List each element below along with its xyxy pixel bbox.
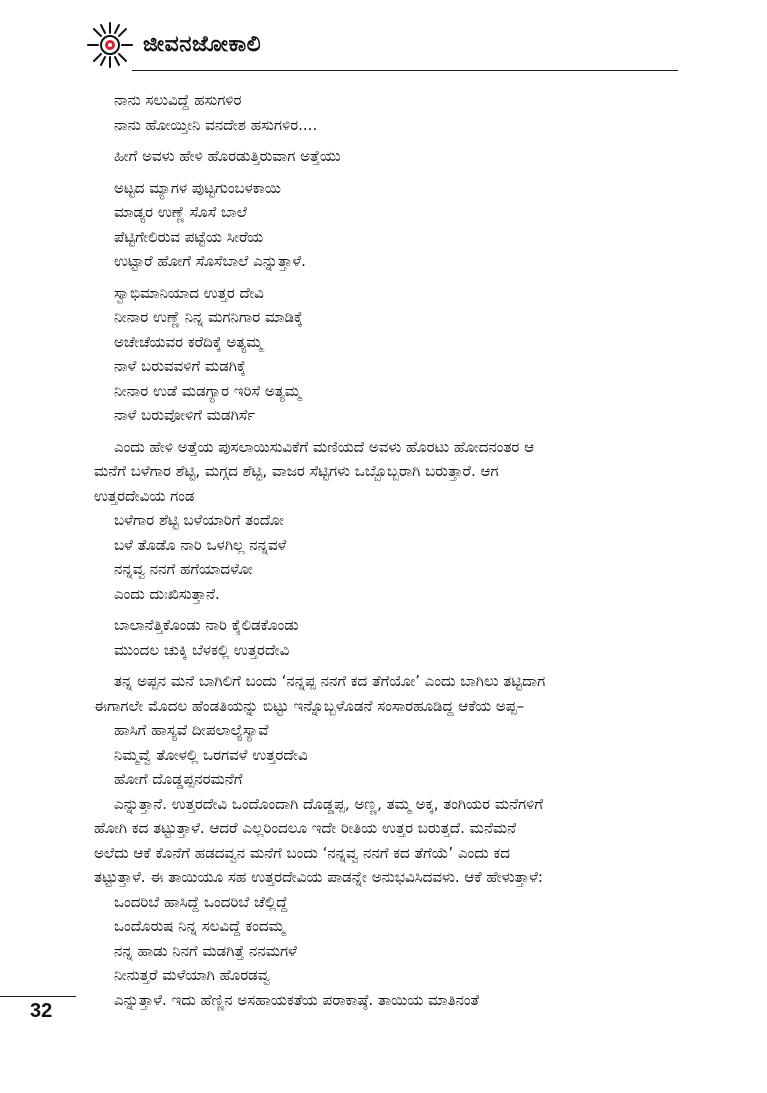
- page-number: 32: [30, 1000, 53, 1022]
- verse-line: ನನ್ನವ್ವ ನನಗೆ ಹಗೆಯಾದಳೋ: [114, 560, 253, 578]
- paragraph-line: ಉತ್ತರದೇವಿಯ ಗಂಡ: [94, 486, 195, 505]
- verse-block: [94, 718, 684, 792]
- verse-line: ನಿಮ್ಮವ್ವೆ ತೋಳಲ್ಲಿ ಒರಗವಳೆ ಉತ್ತರದೇವಿ: [114, 745, 308, 764]
- page-body: [94, 88, 684, 1012]
- verse-line: ಪೆಟ್ಟಿಗೇಲಿರುವ ಪಟ್ಟೆಯ ಸೀರೆಯ: [114, 227, 264, 246]
- sun-flower-logo-icon: [85, 20, 135, 70]
- paragraph-line: ಎಂದು ಹೇಳಿ ಅತ್ತೆಯ ಪುಸಲಾಯಿಸುವಿಕೆಗೆ ಮಣಿಯದೆ ಅವಳು ಹೊರಟು ಹೋದನಂತರ ಆ: [114, 437, 535, 456]
- verse-line: ನೀನುತ್ತರೆ ಮಳೆಯಾಗಿ ಹೊರಡವ್ವ: [114, 966, 271, 984]
- verse-line: ಉಟ್ಟಾರೆ ಹೋಗೆ ಸೊಸೆಬಾಲೆ ಎನ್ನುತ್ತಾಳೆ.: [114, 252, 306, 270]
- verse-line: ಎನ್ನುತ್ತಾಳೆ. ಇದು ಹೆಣ್ಣಿನ ಅಸಹಾಯಕತೆಯ ಪರಾಕಾಷ್ಠೆ. ತಾಯಿಯ ಮಾತಿನಂತೆ: [114, 990, 480, 1009]
- verse-line: ಬಳೆ ತೊಡೊ ನಾರಿ ಒಳಗಿಲ್ಲ ನನ್ನವಳೆ: [114, 535, 287, 554]
- prose-paragraph: [94, 435, 684, 509]
- prose-paragraph: [94, 792, 684, 890]
- header-rule: [132, 70, 678, 71]
- verse-line: ಮಾಡ್ಯರ ಉಣ್ಣೆ ಸೊಸೆ ಬಾಲೆ: [114, 203, 247, 221]
- verse-block: [94, 508, 684, 606]
- verse-line: ನಾಳೆ ಬರುವೋಳಿಗೆ ಮಡಗಿರ್ಸೆ: [114, 406, 256, 424]
- prose-paragraph: [94, 669, 684, 718]
- verse-line: ಒಂದೊರುಷ ನಿನ್ನ ಸಲವಿದ್ದೆ ಕಂದಮ್ಮ: [114, 917, 285, 935]
- verse-line: ಹೋಗೆ ದೊಡ್ಡಪ್ಪನರಮನೆಗೆ: [114, 770, 243, 788]
- page-header: [85, 18, 685, 74]
- verse-line: ಹೀಗೆ ಅವಳು ಹೇಳಿ ಹೊರಡುತ್ತಿರುವಾಗ ಅತ್ತೆಯು: [114, 147, 341, 165]
- verse-line: ಮುಂದಲ ಚುಕ್ಕಿ ಬೆಳಕಲ್ಲಿ ಉತ್ತರದೇವಿ: [114, 640, 290, 659]
- paragraph-line: ತನ್ನ ಅಪ್ಪನ ಮನೆ ಬಾಗಿಲಿಗೆ ಬಂದು ‘ನನ್ನಪ್ಪ ನನಗೆ ಕದ ತೆಗೆಯೋ’ ಎಂದು ಬಾಗಿಲು ತಟ್ಟಿದಾಗ: [114, 672, 546, 690]
- verse-block: [94, 144, 684, 169]
- paragraph-line: ಅಲೆದು ಆಕೆ ಕೊನೆಗೆ ಹಡದವ್ವನ ಮನೆಗೆ ಬಂದು ‘ನನ್ನವ್ವ ನನಗೆ ಕದ ತೆಗೆಯೆ’ ಎಂದು ಕದ: [94, 843, 510, 862]
- verse-line: ನಾನು ಹೋಯ್ತೀನಿ ವನದೇಶ ಹಸುಗಳಿರ....: [114, 115, 318, 134]
- verse-block: [94, 890, 684, 1013]
- verse-line: ನೀನಾರ ಉಡೆ ಮಡಗ್ಯಾರ ಇರಿಸೆ ಅತ್ಯಮ್ಮ: [114, 381, 302, 400]
- paragraph-line: ಈಗಾಗಲೇ ಮೊದಲ ಹೆಂಡತಿಯನ್ನು ಬಿಟ್ಟು ಇನ್ನೊಬ್ಬಳೊಡನೆ ಸಂಸಾರಹೂಡಿದ್ದ ಆಕೆಯ ಅಪ್ಪ–: [94, 696, 525, 715]
- verse-line: ನಾಳೆ ಬರುವವಳಿಗೆ ಮಡಗಿಕ್ಕೆ: [114, 357, 246, 375]
- verse-block: [94, 88, 684, 137]
- verse-line: ಬಾಲಾನೆತ್ತಿಕೊಂಡು ನಾರಿ ಕೈಲಿಡಕೊಂಡು: [114, 616, 299, 634]
- book-title: ಜೀವನಜೋಕಾಲಿ: [143, 32, 262, 57]
- verse-line: ನಾನು ಸಲುವಿದ್ದೆ ಹಸುಗಳಿರ: [114, 91, 242, 109]
- verse-block: [94, 281, 684, 428]
- verse-line: ಅಟ್ಟದ ಮ್ಯಾಗಳ ಪುಟ್ಟಗುಂಬಳಕಾಯಿ: [114, 178, 281, 197]
- verse-block: [94, 176, 684, 274]
- verse-line: ಎಂದು ದುಃಖಿಸುತ್ತಾನೆ.: [114, 584, 220, 603]
- paragraph-line: ತಟ್ಟುತ್ತಾಳೆ. ಈ ತಾಯಿಯೂ ಸಹ ಉತ್ತರದೇವಿಯ ಪಾಡನ್ನೇ ಅನುಭವಿಸಿದವಳು. ಆಕೆ ಹೇಳುತ್ತಾಳೆ:: [94, 868, 543, 886]
- verse-line: ಹಾಸಿಗೆ ಹಾಸ್ಯವೆ ದೀಪಲಾಲ್ಯೆಸ್ಯಾವೆ: [114, 721, 269, 739]
- verse-line: ಸ್ವಾಭಿಮಾನಿಯಾದ ಉತ್ತರ ದೇವಿ: [114, 283, 264, 302]
- paragraph-line: ಹೋಗಿ ಕದ ತಟ್ಟುತ್ತಾಳೆ. ಆದರೆ ಎಲ್ಲರಿಂದಲೂ ಇದೇ ರೀತಿಯ ಉತ್ತರ ಬರುತ್ತದೆ. ಮನೆಮನೆ: [94, 819, 517, 837]
- verse-line: ಅಚೇಚೆಯವರ ಕರೆದಿಕ್ಕೆ ಅತ್ಯಮ್ಮ: [114, 332, 263, 351]
- verse-line: ಒಂದರಿಬೆ ಹಾಸಿದ್ದೆ ಒಂದರಿಬೆ ಚೆಲ್ಲಿದ್ದೆ: [114, 892, 288, 911]
- verse-line: ನನ್ನ ಹಾಡು ನಿನಗೆ ಮಡಗಿತ್ತೆ ನನಮಗಳೆ: [114, 941, 297, 960]
- paragraph-line: ಮನೆಗೆ ಬಳೆಗಾರ ಶೆಟ್ಟಿ, ಮಗ್ಗದ ಶೆಟ್ಟಿ, ವಾಜರ ಸೆಟ್ಟಿಗಳು ಒಬ್ಬೊಬ್ಬರಾಗಿ ಬರುತ್ತಾರೆ. ಆಗ: [94, 462, 499, 480]
- verse-line: ಬಳೆಗಾರ ಶೆಟ್ಟಿ ಬಳೆಯಾರಿಗೆ ತಂದೋ: [114, 511, 284, 529]
- paragraph-line: ಎನ್ನುತ್ತಾನೆ. ಉತ್ತರದೇವಿ ಒಂದೊಂದಾಗಿ ದೊಡ್ಡಪ್ಪ, ಅಣ್ಣ, ತಮ್ಮ ಅಕ್ಕ, ತಂಗಿಯರ ಮನೆಗಳಿಗೆ: [114, 794, 544, 813]
- verse-line: ನೀನಾರ ಉಣ್ಣೆ ನಿನ್ನ ಮಗನಿಗಾರ ಮಾಡಿಕ್ಕೆ: [114, 308, 303, 326]
- verse-block: [94, 613, 684, 662]
